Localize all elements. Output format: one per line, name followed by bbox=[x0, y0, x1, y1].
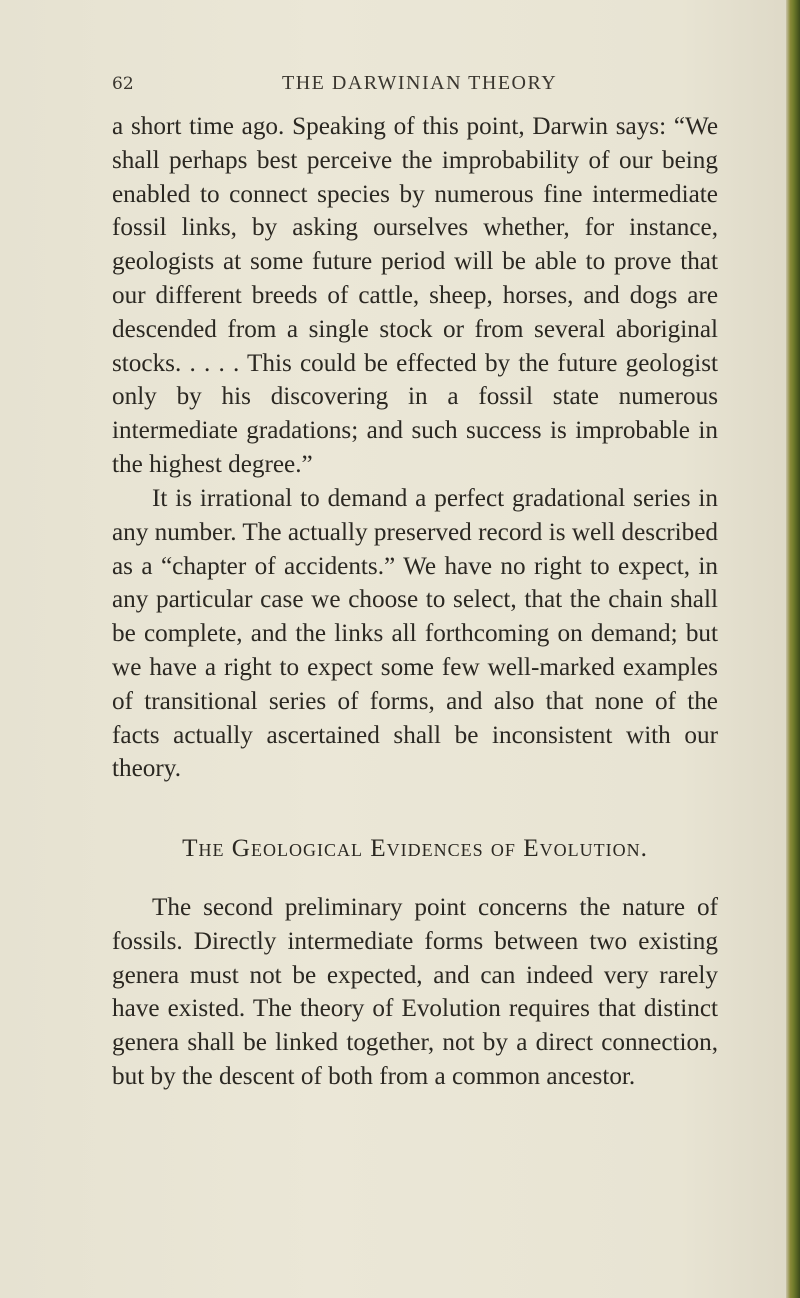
paragraph-text: It is irrational to demand a perfect gradational series in any number. The actually preserved record is well described as a “chapter of accidents.” We have no right to expect, in any particular case we choose to select, that the chain shall be complete, and the links all forthcoming on demand; but we have a right to expect some few well-marked examples of transitional series of forms, and also that none of the facts actually ascertained shall be inconsistent with our theory. bbox=[112, 485, 718, 783]
paragraph-text: The second preliminary point concerns the nature of fossils. Directly intermediate forms between two existing genera must not be expected, and can indeed very rarely have existed. The theory of Evolution requires that distinct genera shall be linked together, not by a direct connection, but by the descent of both from a common ancestor. bbox=[112, 894, 718, 1090]
page-header bbox=[112, 68, 712, 98]
paragraph-gradational-series bbox=[112, 482, 718, 786]
running-title: THE DARWINIAN THEORY bbox=[282, 72, 558, 94]
section-heading: The Geological Evidences of Evolution. bbox=[182, 835, 648, 862]
page-number: 62 bbox=[112, 74, 134, 94]
paragraph-text: a short time ago. Speaking of this point, Darwin says: “We shall perhaps best perceive the improbability of our being enabled to connect species by numerous fine intermediate fossil links, by asking ourselves whether, for instance, geologists at some future period will be able to prove that our different breeds of cattle, sheep, horses, and dogs are descended from a single stock or from several aboriginal stocks. . . . . This could be effected by the future geologist only by his discovering in a fossil state numerous intermediate gradations; and such success is improbable in the highest degree.” bbox=[112, 113, 718, 478]
paragraph-nature-of-fossils bbox=[112, 891, 718, 1094]
page-binding-edge bbox=[786, 0, 800, 1298]
paragraph-darwin-quote bbox=[112, 110, 718, 482]
